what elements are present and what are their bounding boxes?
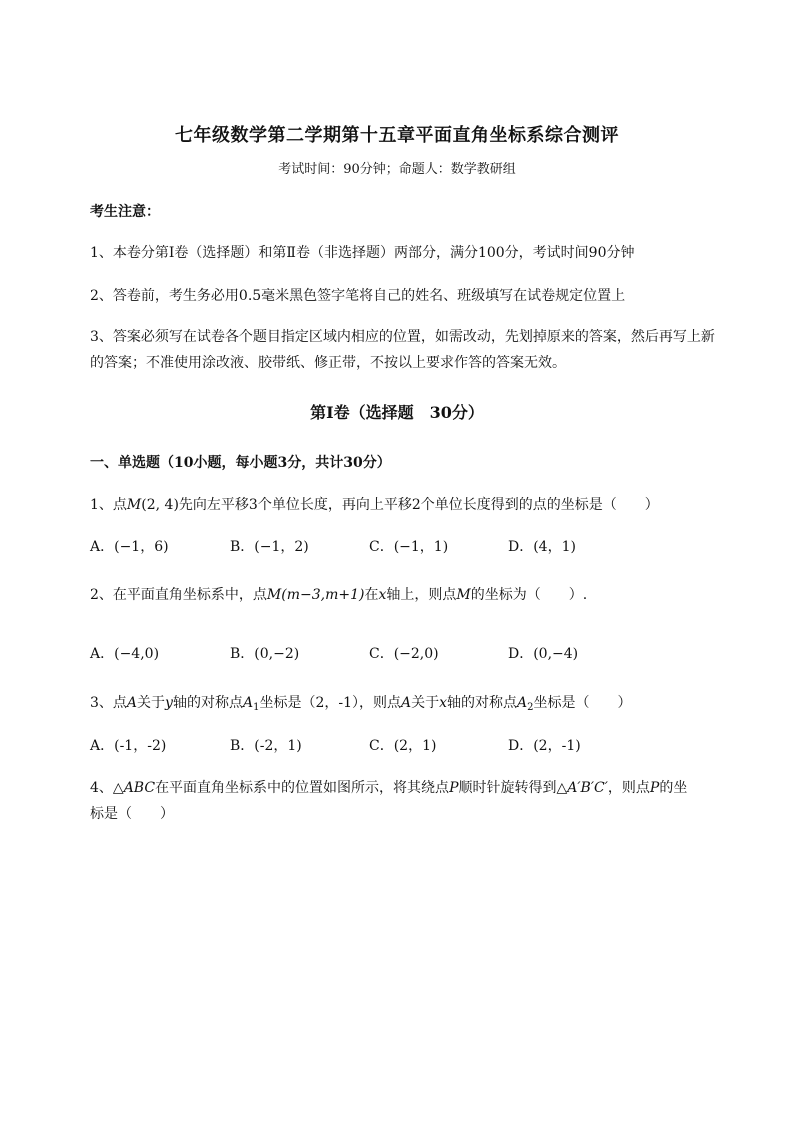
q2-option-b: B．(0,−2) — [230, 646, 300, 662]
q3-t2: 轴的对称点 — [172, 695, 243, 711]
question-1 — [90, 494, 659, 514]
q2-prefix: 2、在平面直角坐标系中，点 — [90, 587, 267, 603]
notice-item-2: 2、答卷前，考生务必用0.5毫米黑色签字笔将自己的姓名、班级填写在试卷规定位置上 — [90, 288, 626, 304]
q2-text: 轴上，则点 — [386, 587, 457, 603]
q4-end: 的坐 — [659, 780, 688, 796]
q3-point-a2: A — [517, 695, 528, 711]
q3-sub2: 2 — [527, 702, 534, 713]
q3-axis1: y — [165, 695, 173, 711]
page-title: 七年级数学第二学期第十五章平面直角坐标系综合测评 — [175, 125, 619, 146]
question-2 — [90, 584, 587, 604]
q4-prefix: 4、△ — [90, 780, 124, 796]
q3-axis2: x — [439, 695, 448, 711]
q4-mid2: 顺时针旋转得到△ — [458, 780, 568, 796]
notice-label: 考生注意： — [90, 204, 160, 220]
q1-option-b: B．(−1，2) — [230, 539, 309, 555]
q3-point2: A — [401, 695, 412, 711]
question-4 — [90, 777, 687, 797]
q3-point: A — [126, 695, 138, 711]
q2-point2: M — [456, 587, 471, 603]
q2-option-a: A．(−4,0) — [90, 646, 160, 662]
q1-point: M — [126, 497, 142, 513]
notice-item-1: 1、本卷分第I卷（选择题）和第Ⅱ卷（非选择题）两部分，满分100分，考试时间90分钟 — [90, 245, 635, 261]
part-heading: 一、单选题（10小题，每小题3分，共计30分） — [90, 455, 391, 471]
q4-mid: 在平面直角坐标系中的位置如图所示，将其绕点 — [155, 780, 450, 796]
question-3 — [90, 692, 632, 713]
question-4-cont: 标是（ ） — [90, 806, 174, 822]
notice-item-3: 3、答案必须写在试卷各个题目指定区域内相应的位置，如需改动，先划掉原来的答案，然后再写上新 — [90, 329, 715, 345]
q4-point-p2: P — [649, 780, 660, 796]
q2-axis: x — [378, 587, 387, 603]
q3-t5: 轴的对称点 — [447, 695, 518, 711]
q3-prefix: 3、点 — [90, 695, 127, 711]
q2-mid: 在 — [364, 587, 379, 603]
q3-t1: 关于 — [137, 695, 166, 711]
q1-option-d: D．(4，1) — [508, 539, 576, 555]
q4-triangle: ABC — [123, 780, 156, 796]
exam-subtitle: 考试时间：90分钟；命题人：数学教研组 — [278, 162, 516, 177]
q3-t6: 坐标是（ ） — [533, 695, 632, 711]
q3-option-d: D．(2，-1) — [508, 738, 581, 754]
q1-option-a: A．(−1，6) — [90, 539, 169, 555]
q3-option-c: C．(2，1) — [369, 738, 437, 754]
q4-point-p: P — [449, 780, 459, 796]
q2-option-d: D．(0,−4) — [508, 646, 579, 662]
q4-triangle2: A′B′C′ — [567, 780, 608, 796]
q3-point-a1: A — [242, 695, 254, 711]
q2-option-c: C．(−2,0) — [369, 646, 439, 662]
q1-coords: (2, 4) — [141, 497, 179, 513]
q2-coords: (m−3,m+1) — [281, 587, 365, 603]
notice-item-3-cont: 的答案；不准使用涂改液、胶带纸、修正带，不按以上要求作答的答案无效。 — [90, 355, 566, 371]
q3-option-a: A．(-1，-2) — [90, 738, 167, 754]
q3-sub1: 1 — [253, 702, 260, 713]
q2-end: 的坐标为（ ）. — [470, 587, 588, 603]
q2-point: M — [266, 587, 282, 603]
q3-t4: 关于 — [411, 695, 440, 711]
q1-prefix: 1、点 — [90, 497, 127, 513]
q4-mid3: ，则点 — [607, 780, 650, 796]
q3-option-b: B．(-2，1) — [230, 738, 302, 754]
section-title: 第I卷（选择题 30分） — [310, 403, 484, 422]
q1-text: 先向左平移3个单位长度，再向上平移2个单位长度得到的点的坐标是（ ） — [178, 497, 659, 513]
q1-option-c: C．(−1，1) — [369, 539, 449, 555]
q3-t3: 坐标是（2，-1），则点 — [259, 695, 402, 711]
